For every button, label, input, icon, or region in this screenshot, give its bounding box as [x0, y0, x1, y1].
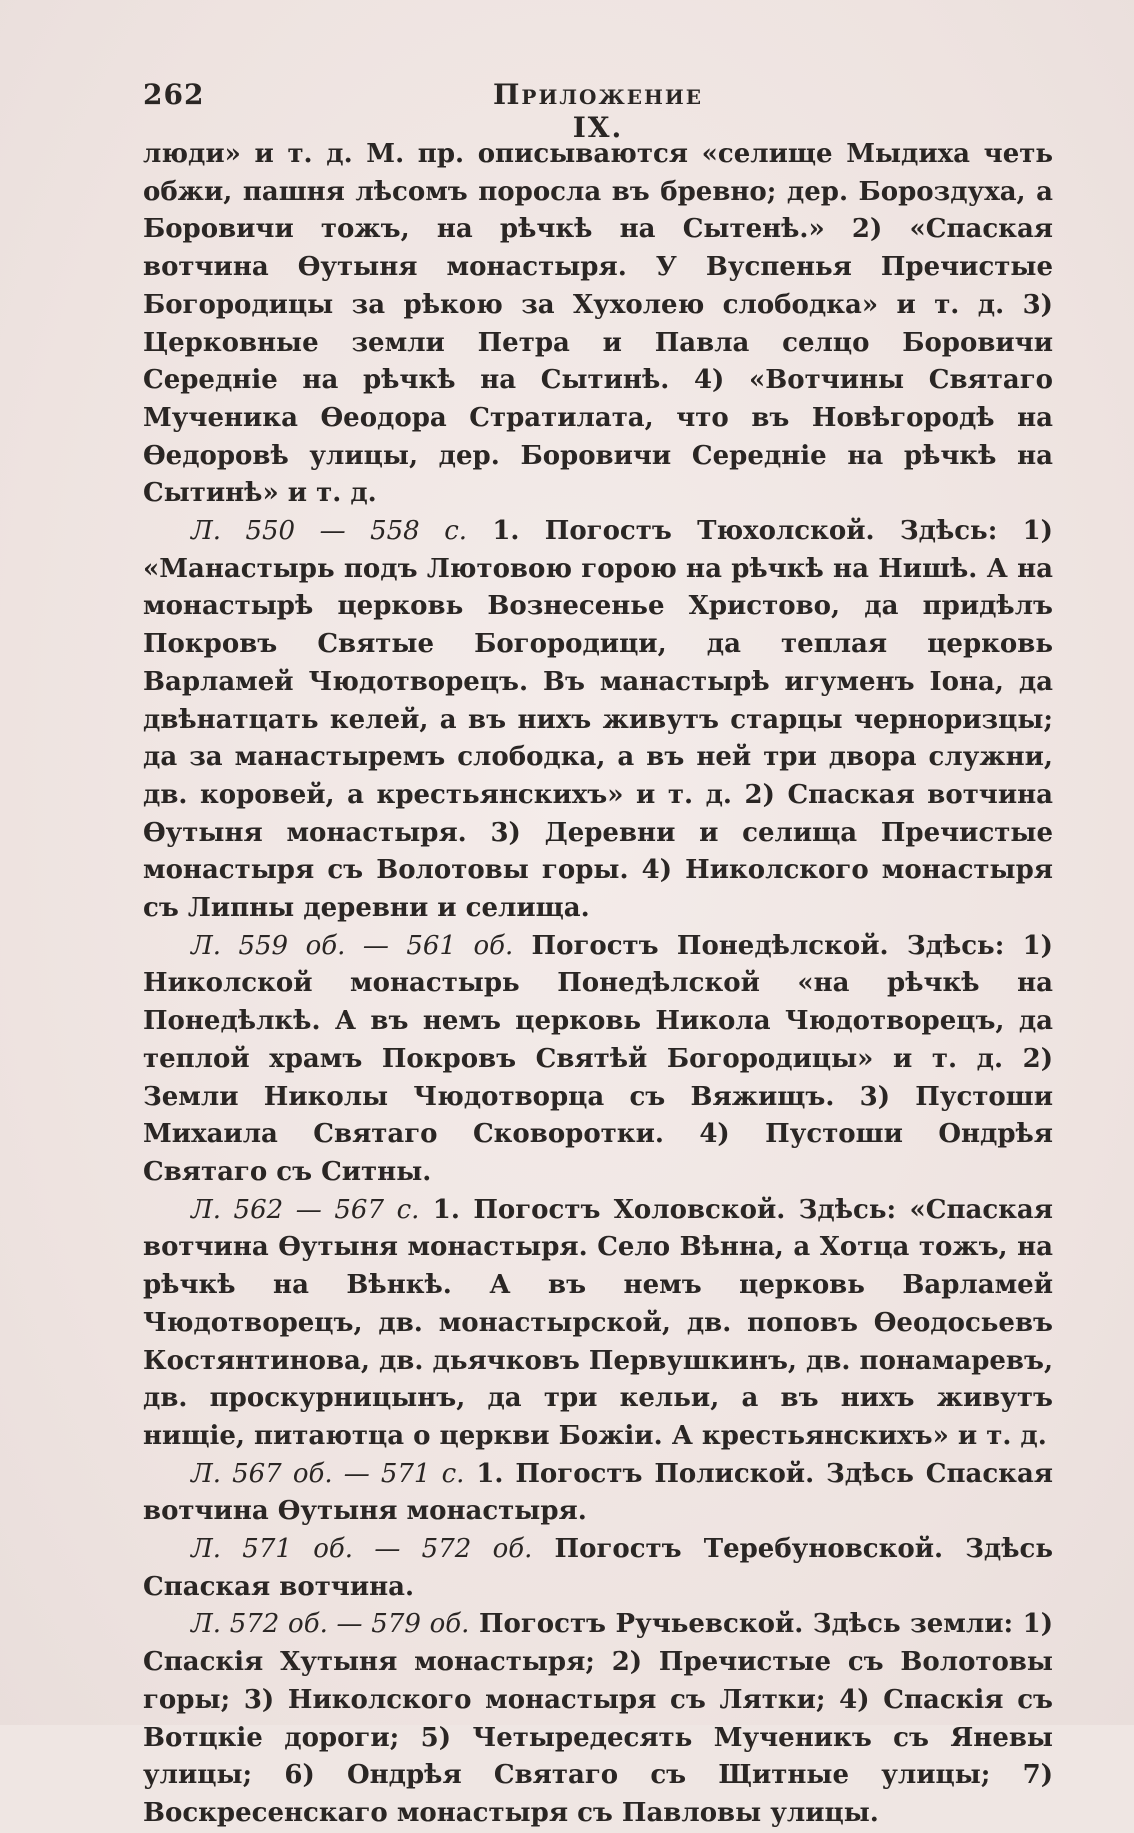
paragraph-text: 1. Погостъ Холовской. Здѣсь: «Спаская вотчина Ѳутыня монастыря. Село Вѣнна, а Хотца тожъ, на рѣчкѣ на Вѣнкѣ. А въ немъ церковь Варламей Чюдотворецъ, дв. монастырской, дв. поповъ Ѳеодосьевъ Костянтинова, дв. дьячковъ Первушкинъ, дв. понамаревъ, дв. проскурницынъ, да три кельи, а въ нихъ живутъ нищіе, питаютца о церкви Божіи. А крестьянскихъ» и т. д.: [143, 1194, 1053, 1451]
paragraph-text: люди» и т. д. М. пр. описываются «селище Мыдиха четь обжи, пашня лѣсомъ поросла въ бревно; дер. Бороздуха, а Боровичи тожъ, на рѣчкѣ на Сытенѣ.» 2) «Спаская вотчина Ѳутыня монастыря. У Вуспенья Пречистые Богородицы за рѣкою за Хухолею слободка» и т. д. 3) Церковные земли Петра и Павла селцо Боровичи Середніе на рѣчкѣ на Сытинѣ. 4) «Вотчины Святаго Мученика Ѳеодора Стратилата, что въ Новѣгородѣ на Ѳедоровѣ улицы, дер. Боровичи Середніе на рѣчкѣ на Сытинѣ» и т. д.: [143, 139, 1053, 509]
paragraph-text: Погостъ Теребуновской. Здѣсь Спаская вотчина.: [143, 1534, 1053, 1602]
folio-reference: Л. 572 об. — 579 об.: [191, 1609, 470, 1640]
folio-reference: Л. 562 — 567 с.: [191, 1194, 420, 1225]
paragraph-entry: [143, 1456, 1053, 1531]
paragraph-entry: [143, 1606, 1053, 1832]
paragraph-continuation: [143, 136, 1053, 513]
folio-reference: Л. 571 об. — 572 об.: [191, 1534, 533, 1565]
paragraph-entry: [143, 1531, 1053, 1606]
paragraph-entry: [143, 1192, 1053, 1456]
page-number: 262: [143, 78, 205, 111]
paragraph-text: Погостъ Ручьевской. Здѣсь земли: 1) Спаскія Хутыня монастыря; 2) Пречистые съ Волотовы горы; 3) Николского монастыря съ Лятки; 4) Спаскія съ Вотцкіе дороги; 5) Четыредесять Мученикъ съ Яневы улицы; 6) Ондрѣя Святаго съ Щитные улицы; 7) Воскресенскаго монастыря съ Павловы улицы.: [143, 1609, 1053, 1828]
paragraph-text: 1. Погостъ Тюхолской. Здѣсь: 1) «Манастырь подъ Лютовою горою на рѣчкѣ на Нишѣ. А на монастырѣ церковь Вознесенье Христово, да придѣлъ Покровъ Святые Богородици, да теплая церковь Варламей Чюдотворецъ. Въ манастырѣ игуменъ Іона, да двѣнатцать келей, а въ нихъ живутъ старцы черноризцы; да за манастыремъ слободка, а въ ней три двора служни, дв. коровей, а крестьянскихъ» и т. д. 2) Спаская вотчина Ѳутыня монастыря. 3) Деревни и селища Пречистые монастыря съ Волотовы горы. 4) Николского монастыря съ Липны деревни и селища.: [143, 516, 1053, 924]
paragraph-text: 1. Погостъ Полиской. Здѣсь Спаская вотчина Ѳутыня монастыря.: [143, 1458, 1054, 1527]
paragraph-text: Погостъ Понедѣлской. Здѣсь: 1) Николской монастырь Понедѣлской «на рѣчкѣ на Понедѣлкѣ. А въ немъ церковь Никола Чюдотворецъ, да теплой храмъ Покровъ Святѣй Богородицы» и т. д. 2) Земли Николы Чюдотворца съ Вяжищъ. 3) Пустоши Михаила Святаго Сковоротки. 4) Пустоши Ондрѣя Святаго съ Ситны.: [143, 930, 1053, 1187]
page-header: [143, 78, 1053, 144]
folio-reference: Л. 567 об. — 571 с.: [191, 1458, 465, 1489]
paragraph-entry: [143, 928, 1053, 1192]
body-text: [143, 136, 1053, 1833]
running-title: Приложение IX.: [492, 78, 703, 144]
paragraph-entry: [143, 513, 1053, 928]
folio-reference: Л. 559 об. — 561 об.: [191, 930, 514, 961]
folio-reference: Л. 550 — 558 с.: [191, 516, 468, 547]
